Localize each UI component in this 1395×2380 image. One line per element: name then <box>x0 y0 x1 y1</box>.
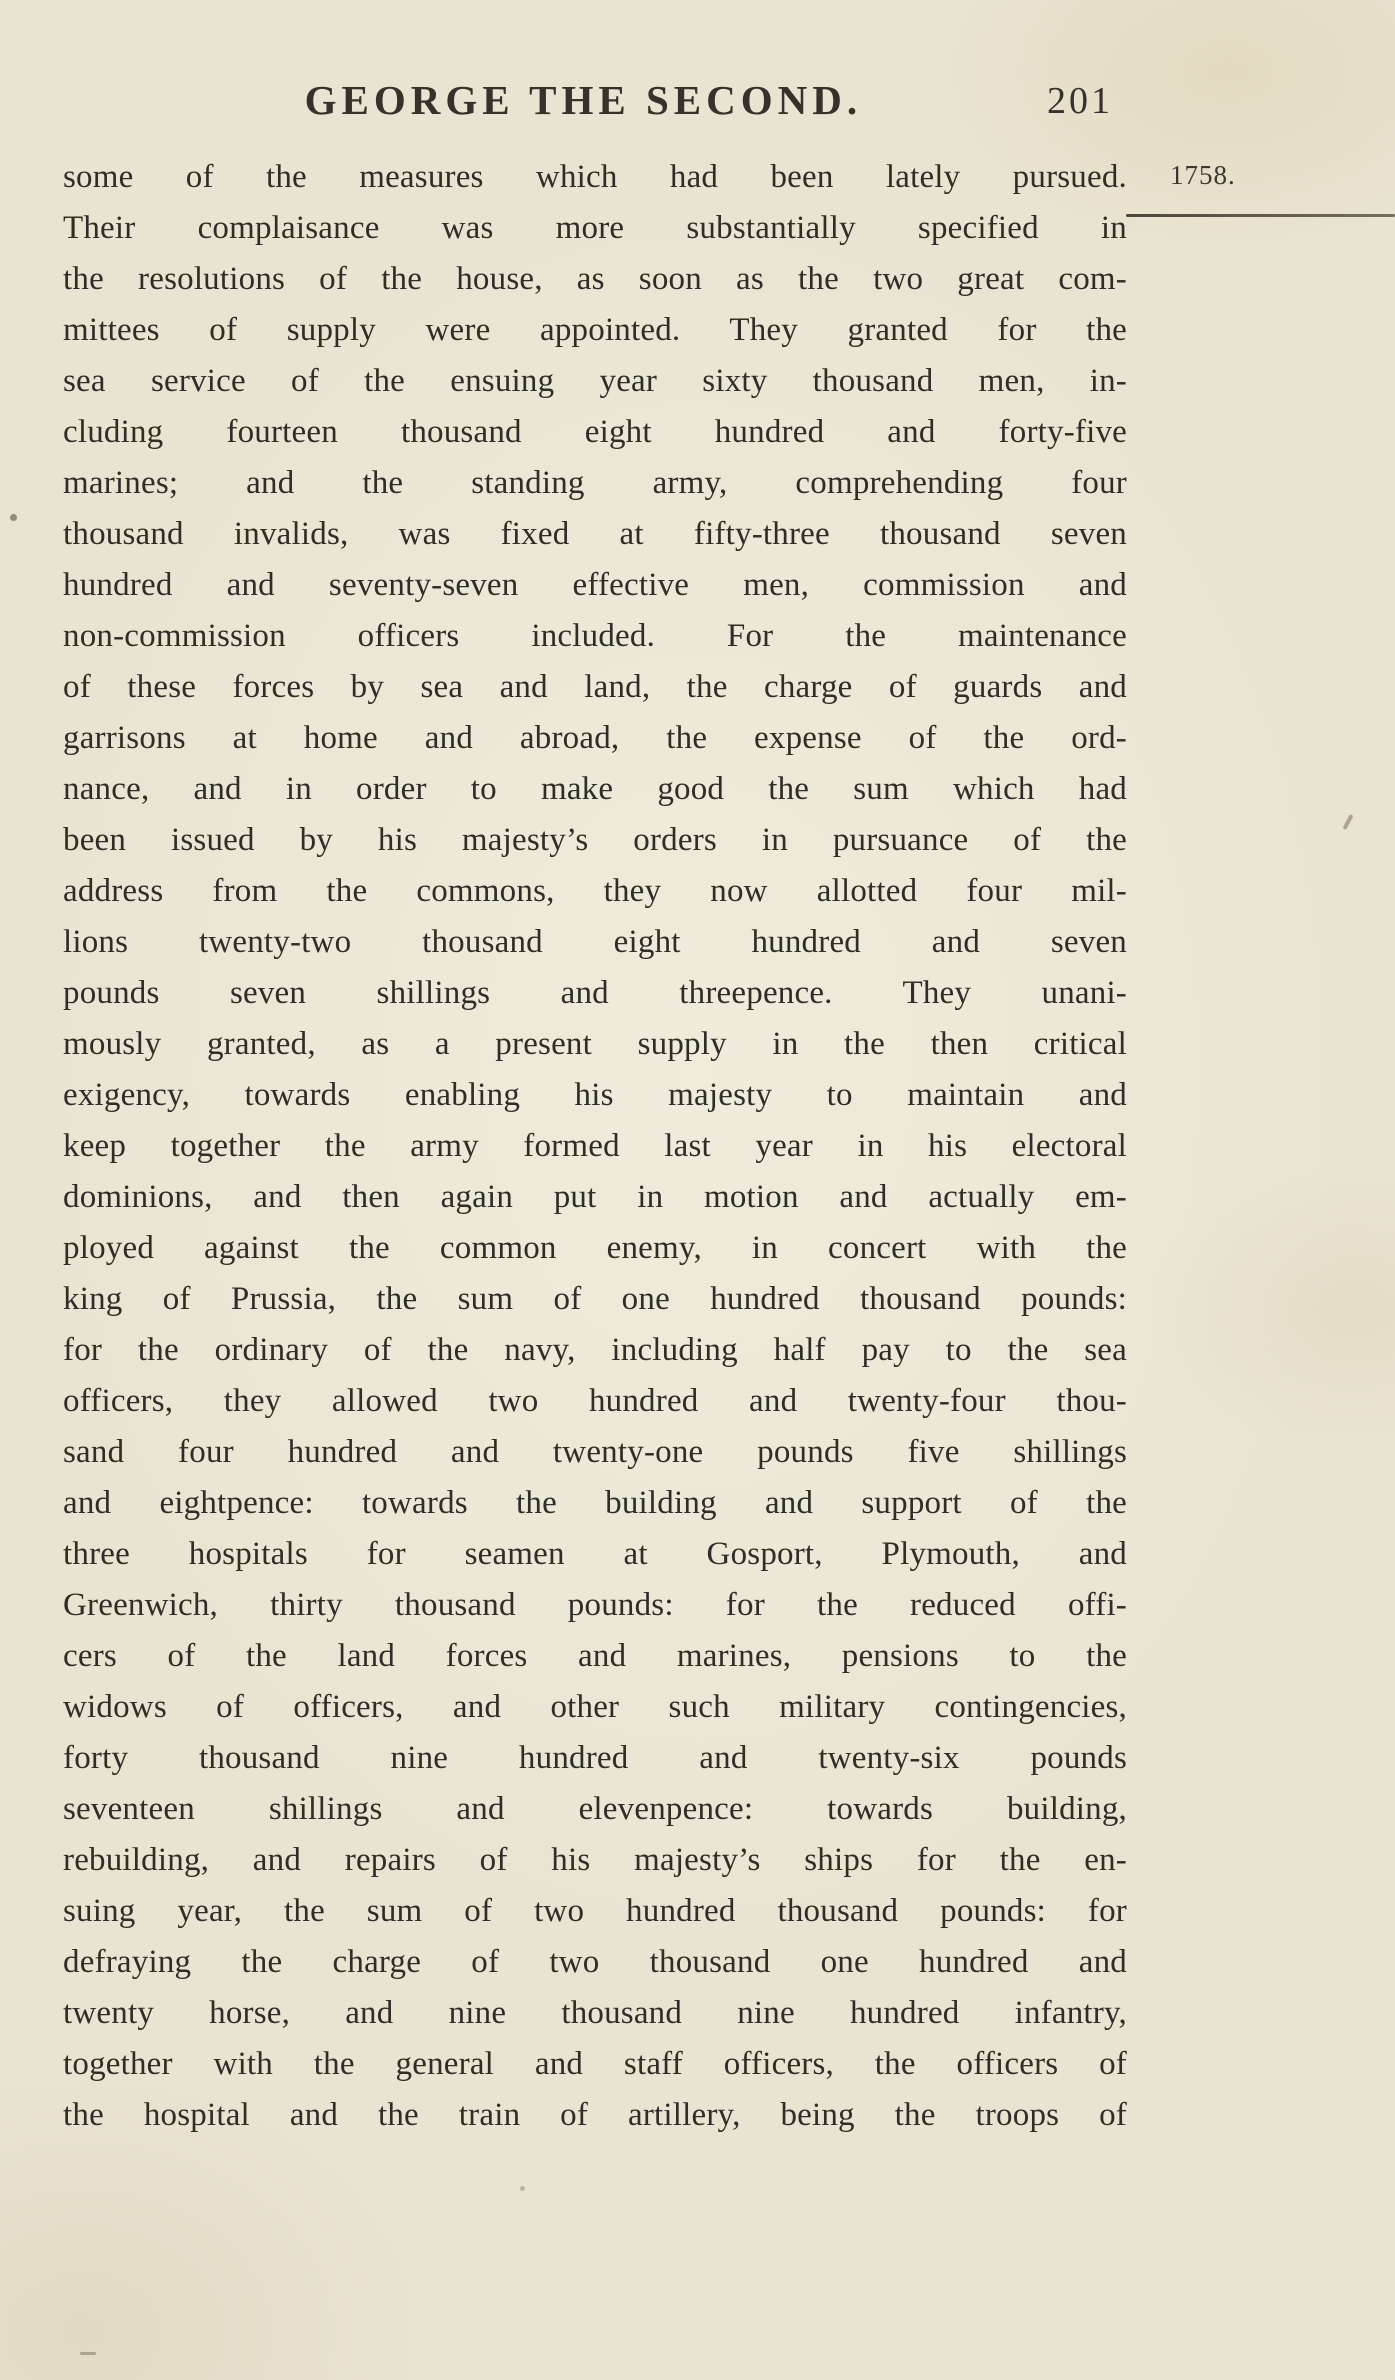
text-line: the resolutions of the house, as soon as the two great com- <box>63 261 1127 297</box>
margin-note <box>1170 160 1236 191</box>
text-line: lions twenty-two thousand eight hundred and seven <box>63 924 1127 960</box>
text-line: the hospital and the train of artillery, being the troops of <box>63 2097 1127 2133</box>
margin-rule <box>1126 214 1395 217</box>
text-line: garrisons at home and abroad, the expense of the ord- <box>63 720 1127 756</box>
paper-speck <box>10 514 17 521</box>
margin-note-year: 1758. <box>1170 160 1236 190</box>
text-line: suing year, the sum of two hundred thousand pounds: for <box>63 1893 1127 1929</box>
text-line: and eightpence: towards the building and support of the <box>63 1485 1127 1521</box>
text-line: non-commission officers included. For the maintenance <box>63 618 1127 654</box>
text-line: cluding fourteen thousand eight hundred and forty-five <box>63 414 1127 450</box>
text-line: for the ordinary of the navy, including half pay to the sea <box>63 1332 1127 1368</box>
text-line: keep together the army formed last year in his electoral <box>63 1128 1127 1164</box>
text-line: marines; and the standing army, comprehending four <box>63 465 1127 501</box>
text-line: thousand invalids, was fixed at fifty-three thousand seven <box>63 516 1127 552</box>
text-line: exigency, towards enabling his majesty to maintain and <box>63 1077 1127 1113</box>
text-line: ployed against the common enemy, in concert with the <box>63 1230 1127 1266</box>
text-line: address from the commons, they now allotted four mil- <box>63 873 1127 909</box>
paper-speck <box>80 2352 96 2355</box>
text-line: sea service of the ensuing year sixty thousand men, in- <box>63 363 1127 399</box>
running-title: GEORGE THE SECOND. <box>304 77 863 123</box>
text-line: king of Prussia, the sum of one hundred thousand pounds: <box>63 1281 1127 1317</box>
text-line: forty thousand nine hundred and twenty-six pounds <box>63 1740 1127 1776</box>
text-line: cers of the land forces and marines, pensions to the <box>63 1638 1127 1674</box>
text-line: been issued by his majesty’s orders in pursuance of the <box>63 822 1127 858</box>
text-line: together with the general and staff officers, the officers of <box>63 2046 1127 2082</box>
page-number: 201 <box>1047 80 1113 122</box>
page-header <box>63 76 1125 130</box>
text-line: dominions, and then again put in motion and actually em- <box>63 1179 1127 1215</box>
text-line: Greenwich, thirty thousand pounds: for the reduced offi- <box>63 1587 1127 1623</box>
text-line: officers, they allowed two hundred and twenty-four thou- <box>63 1383 1127 1419</box>
text-line: rebuilding, and repairs of his majesty’s ships for the en- <box>63 1842 1127 1878</box>
text-line: some of the measures which had been lately pursued. <box>63 159 1127 195</box>
text-line: Their complaisance was more substantially specified in <box>63 210 1127 246</box>
paper-speck <box>520 2186 525 2191</box>
text-line: mittees of supply were appointed. They granted for the <box>63 312 1127 348</box>
text-line: pounds seven shillings and threepence. They unani- <box>63 975 1127 1011</box>
text-line: of these forces by sea and land, the charge of guards and <box>63 669 1127 705</box>
text-line: widows of officers, and other such military contingencies, <box>63 1689 1127 1725</box>
body-text <box>63 152 1127 2141</box>
text-line: three hospitals for seamen at Gosport, Plymouth, and <box>63 1536 1127 1572</box>
text-line: mously granted, as a present supply in the then critical <box>63 1026 1127 1062</box>
paper-speck <box>1342 814 1353 830</box>
text-line: defraying the charge of two thousand one hundred and <box>63 1944 1127 1980</box>
text-line: hundred and seventy-seven effective men, commission and <box>63 567 1127 603</box>
text-line: twenty horse, and nine thousand nine hundred infantry, <box>63 1995 1127 2031</box>
text-line: nance, and in order to make good the sum which had <box>63 771 1127 807</box>
text-line: seventeen shillings and elevenpence: towards building, <box>63 1791 1127 1827</box>
text-line: sand four hundred and twenty-one pounds five shillings <box>63 1434 1127 1470</box>
